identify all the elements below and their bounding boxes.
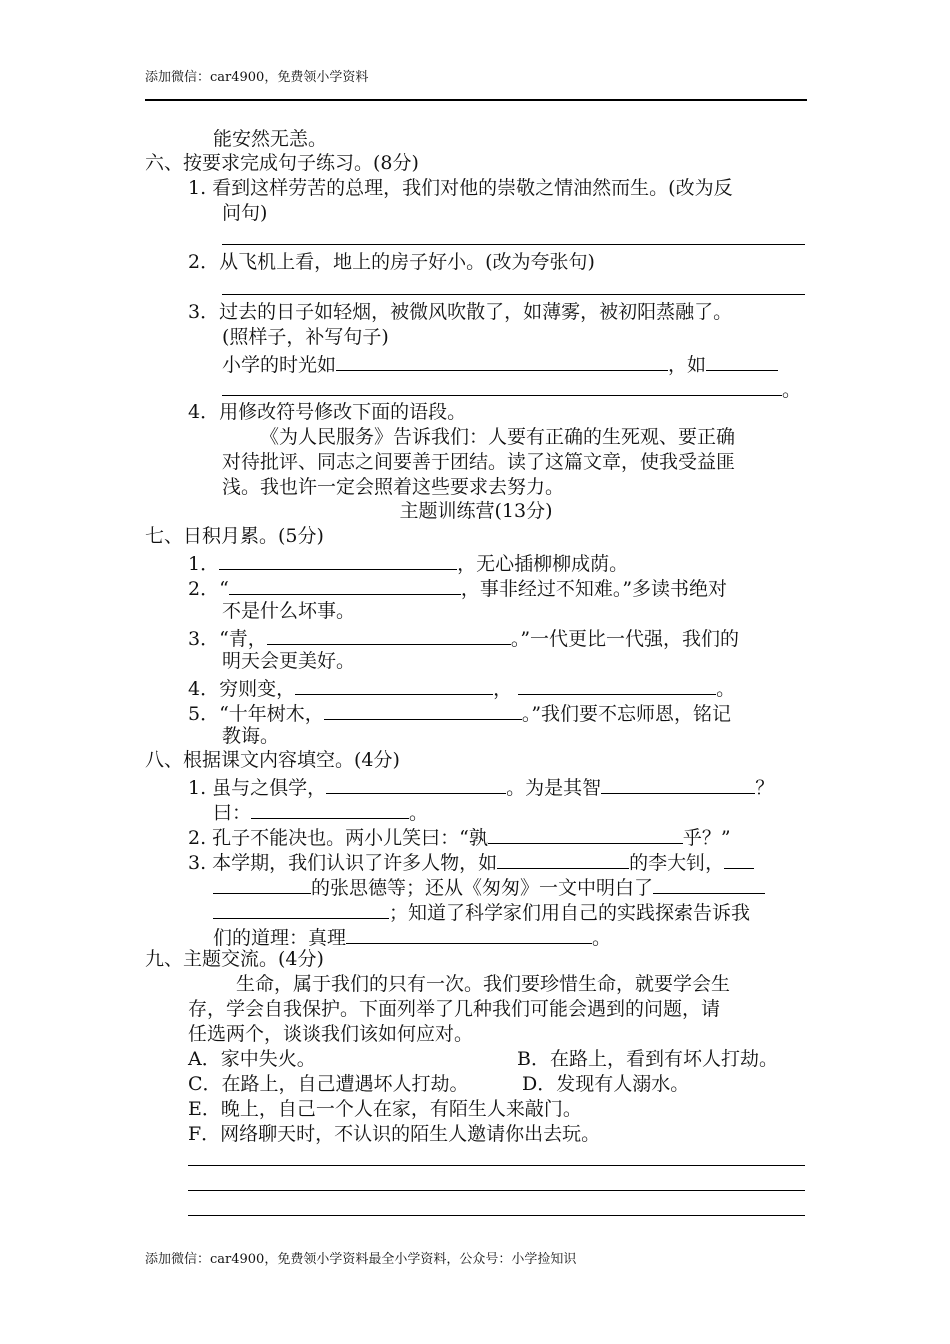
s9-option-e: E．晚上，自己一个人在家，有陌生人来敲门。 (188, 1098, 582, 1120)
section-8-title: 八、根据课文内容填空。(4分) (145, 749, 400, 771)
s7-item-1-num: 1． (188, 553, 220, 575)
s9-option-a: A．家中失火。 (188, 1048, 316, 1070)
s7-item-5-text: 。”我们要不忘师恩，铭记 (521, 703, 732, 725)
s7-item-5-cont: 教诲。 (222, 725, 280, 747)
s7-item-3-num: 3．“青， (188, 628, 267, 650)
s7-item-2-cont: 不是什么坏事。 (222, 600, 356, 622)
s8-q1-text3: ？ (755, 777, 775, 799)
s8-q2-blank[interactable] (488, 823, 683, 844)
s8-q3-blank-1[interactable] (497, 848, 629, 869)
s8-q3-blank-2a[interactable] (724, 848, 754, 869)
s6-q3-text1: 小学的时光如 (222, 354, 337, 376)
s7-item-5 (188, 699, 731, 726)
s8-q1-cont (213, 798, 428, 825)
s8-q1-blank-2[interactable] (601, 773, 755, 794)
s7-item-4-blank-2[interactable] (518, 674, 716, 695)
s8-q3-line3 (213, 898, 750, 925)
page-header: 添加微信：car4900，免费领小学资料 (145, 70, 369, 85)
s6-q1-line2: 问句) (222, 202, 268, 224)
camp-title: 主题训练营(13分) (399, 500, 553, 522)
s9-para-2: 存，学会自我保护。下面列举了几种我们可能会遇到的问题，请 (188, 998, 721, 1020)
s6-q1-line1: 1. 看到这样劳苦的总理，我们对他的崇敬之情油然而生。(改为反 (188, 177, 733, 199)
s6-q4-para-3: 浅。我也许一定会照着这些要求去努力。 (222, 476, 565, 498)
s8-q2-text2: 乎？” (682, 827, 731, 849)
s8-q1-text2: 。为是其智 (506, 777, 602, 799)
s7-item-1 (188, 549, 628, 576)
s6-q2: 2．从飞机上看，地上的房子好小。(改为夸张句) (188, 251, 595, 273)
section-7-title: 七、日积月累。(5分) (145, 525, 324, 547)
s8-q3-blank-4[interactable] (346, 923, 592, 944)
s8-q3-text5: 们的道理：真理 (213, 927, 347, 949)
s7-item-4-blank-1[interactable] (295, 674, 493, 695)
page-footer: 添加微信：car4900，免费领小学资料最全小学资料，公众号：小学捡知识 (145, 1252, 577, 1267)
header-rule (145, 99, 807, 101)
s6-q4: 4．用修改符号修改下面的语段。 (188, 401, 467, 423)
section-6-title: 六、按要求完成句子练习。(8分) (145, 152, 419, 174)
s8-q3-text2: 的李大钊， (629, 852, 725, 874)
s7-item-3-text: 。”一代更比一代强，我们的 (510, 628, 740, 650)
s9-para-3: 任选两个，谈谈我们该如何应对。 (188, 1023, 474, 1045)
s7-item-1-text: ，无心插柳柳成荫。 (457, 553, 629, 575)
s7-item-2-num: 2．“ (188, 578, 229, 600)
s6-q3-line4 (222, 375, 801, 402)
s7-item-4-num: 4．穷则变， (188, 678, 296, 700)
s9-option-d: D．发现有人溺水。 (522, 1073, 690, 1095)
s8-q3-text3: 的张思德等；还从《匆匆》一文中明白了 (311, 877, 654, 899)
s6-q3-blank-2[interactable] (706, 350, 778, 371)
s6-q3-line3 (222, 350, 778, 377)
s8-q1-text1: 1. 虽与之俱学， (188, 777, 327, 799)
s8-q3-line4 (213, 923, 611, 950)
s8-q3-blank-3a[interactable] (653, 873, 765, 894)
s8-q2 (188, 823, 731, 850)
s8-q3-end: 。 (592, 927, 612, 949)
s8-q3 (188, 848, 754, 875)
s7-item-2-text: ，事非经过不知难。”多读书绝对 (460, 578, 728, 600)
s9-answer-line-2[interactable] (188, 1190, 805, 1191)
s7-item-5-num: 5．“十年树木， (188, 703, 324, 725)
s8-q1 (188, 773, 774, 800)
s8-q3-blank-3b[interactable] (213, 898, 389, 919)
s6-q4-para-1: 《为人民服务》告诉我们：人要有正确的生死观、要正确 (260, 426, 736, 448)
s9-answer-line-1[interactable] (188, 1165, 805, 1166)
s9-para-1: 生命，属于我们的只有一次。我们要珍惜生命，就要学会生 (236, 973, 731, 995)
s8-q2-text1: 2. 孔子不能决也。两小儿笑曰：“孰 (188, 827, 488, 849)
s6-q4-para-2: 对待批评、同志之间要善于团结。读了这篇文章，使我受益匪 (222, 451, 736, 473)
s6-q3-text2: ，如 (668, 354, 707, 376)
s7-item-4-comma: ， (493, 678, 513, 700)
s8-q1-end: 。 (409, 802, 429, 824)
s7-item-4 (188, 674, 735, 701)
s7-item-4-end: 。 (716, 678, 736, 700)
s7-item-3-blank[interactable] (267, 624, 511, 645)
s6-q3-blank-3[interactable] (222, 375, 782, 396)
s8-q3-text1: 3. 本学期，我们认识了许多人物，如 (188, 852, 498, 874)
s8-q3-blank-2b[interactable] (213, 873, 311, 894)
s7-item-3 (188, 624, 739, 651)
s8-q3-line2 (213, 873, 765, 900)
s7-item-5-blank[interactable] (324, 699, 522, 720)
s7-item-3-cont: 明天会更美好。 (222, 650, 356, 672)
s8-q1-yue: 曰： (213, 802, 252, 824)
continued-text: 能安然无恙。 (213, 128, 328, 150)
s7-item-2-blank[interactable] (229, 574, 461, 595)
s8-q1-blank-3[interactable] (251, 798, 409, 819)
s7-item-1-blank[interactable] (219, 549, 457, 570)
s9-option-b: B．在路上，看到有坏人打劫。 (517, 1048, 778, 1070)
s9-option-c: C．在路上，自己遭遇坏人打劫。 (188, 1073, 469, 1095)
s6-q3-line2: (照样子，补写句子) (222, 326, 389, 348)
s6-q2-answer-line[interactable] (222, 294, 805, 295)
s6-q3-end: 。 (782, 379, 802, 401)
s6-q1-answer-line[interactable] (222, 244, 805, 245)
s8-q1-blank-1[interactable] (326, 773, 506, 794)
s7-item-2 (188, 574, 727, 601)
s6-q3-blank-1[interactable] (336, 350, 668, 371)
s6-q3-line1: 3．过去的日子如轻烟，被微风吹散了，如薄雾，被初阳蒸融了。 (188, 301, 733, 323)
section-9-title: 九、主题交流。(4分) (145, 948, 324, 970)
s8-q3-text4: ；知道了科学家们用自己的实践探索告诉我 (389, 902, 751, 924)
s9-answer-line-3[interactable] (188, 1215, 805, 1216)
s9-option-f: F．网络聊天时，不认识的陌生人邀请你出去玩。 (188, 1123, 601, 1145)
